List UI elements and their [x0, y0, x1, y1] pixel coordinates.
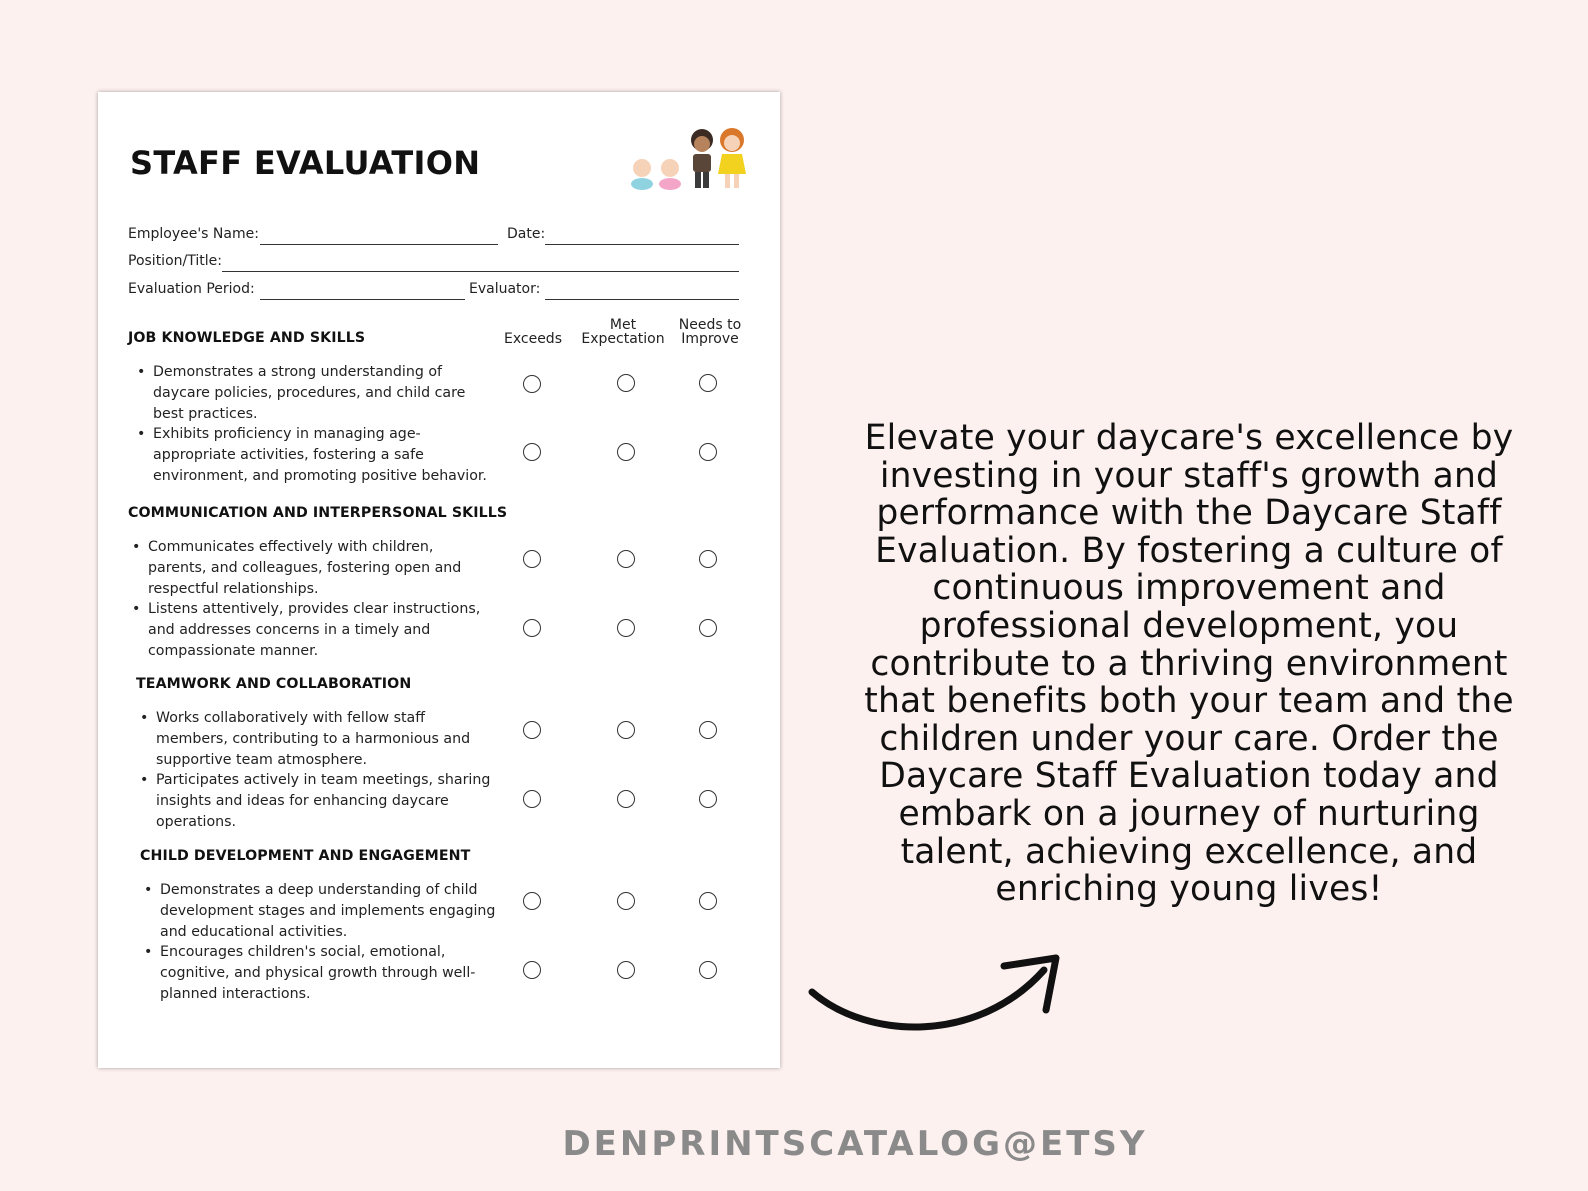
list-item: • Demonstrates a strong understanding of daycare policies, procedures, and child care best practices. [153, 362, 493, 425]
col-met-label-2: Expectation [581, 331, 665, 347]
radio-exceeds[interactable] [523, 375, 541, 393]
shop-watermark: DENPRINTSCATALOG@ETSY [562, 1124, 1148, 1164]
list-item: • Communicates effectively with children, parents, and colleagues, fostering open and respectful relationships. [148, 537, 488, 600]
list-item: • Works collaboratively with fellow staff members, contributing to a harmonious and supportive team atmosphere. [156, 708, 496, 771]
col-header-met [578, 318, 668, 346]
form-title: STAFF EVALUATION [130, 144, 481, 182]
radio-needs-improve[interactable] [699, 550, 717, 568]
list-item: • Listens attentively, provides clear instructions, and addresses concerns in a timely and compassionate manner. [148, 599, 488, 662]
list-item: • Demonstrates a deep understanding of child development stages and implements engaging and educational activities. [160, 880, 500, 943]
radio-met-expectation[interactable] [617, 443, 635, 461]
radio-needs-improve[interactable] [699, 721, 717, 739]
position-label: Position/Title: [128, 253, 222, 269]
radio-met-expectation[interactable] [617, 721, 635, 739]
evaluation-form-sheet [98, 92, 780, 1068]
date-field[interactable] [545, 244, 739, 245]
section-heading-teamwork: TEAMWORK AND COLLABORATION [136, 676, 412, 692]
radio-exceeds[interactable] [523, 961, 541, 979]
evaluator-field[interactable] [545, 299, 739, 300]
col-needs-label-2: Improve [681, 331, 739, 347]
employee-name-field[interactable] [260, 244, 498, 245]
radio-met-expectation[interactable] [617, 374, 635, 392]
promo-text: Elevate your daycare's excellence by investing in your staff's growth and performance with the Daycare Staff Evaluation. By fostering a culture of continuous improvement and professional development, you contribute to a thriving environment that benefits both your team and the children under your care. Order the Daycare Staff Evaluation today and embark on a journey of nurturing talent, achieving excellence, and enriching young lives! [864, 418, 1514, 910]
position-field[interactable] [222, 271, 739, 272]
col-met-label-1: Met [609, 317, 637, 333]
evaluator-label: Evaluator: [469, 281, 541, 297]
radio-exceeds[interactable] [523, 550, 541, 568]
curved-arrow-icon [808, 948, 1070, 1044]
evaluation-period-label: Evaluation Period: [128, 281, 255, 297]
radio-met-expectation[interactable] [617, 961, 635, 979]
list-item: • Participates actively in team meetings, sharing insights and ideas for enhancing daycare operations. [156, 770, 496, 833]
col-header-needs [670, 318, 750, 346]
col-exceeds-label: Exceeds [504, 331, 562, 347]
radio-exceeds[interactable] [523, 892, 541, 910]
section-heading-child-development: CHILD DEVELOPMENT AND ENGAGEMENT [140, 848, 471, 864]
radio-needs-improve[interactable] [699, 892, 717, 910]
radio-needs-improve[interactable] [699, 374, 717, 392]
date-label: Date: [507, 226, 546, 242]
col-header-exceeds [498, 332, 568, 346]
radio-met-expectation[interactable] [617, 892, 635, 910]
radio-needs-improve[interactable] [699, 961, 717, 979]
radio-exceeds[interactable] [523, 619, 541, 637]
col-needs-label-1: Needs to [678, 317, 742, 333]
list-item: • Encourages children's social, emotional, cognitive, and physical growth through well-planned interactions. [160, 942, 500, 1005]
section-heading-communication: COMMUNICATION AND INTERPERSONAL SKILLS [128, 505, 508, 521]
radio-needs-improve[interactable] [699, 619, 717, 637]
radio-exceeds[interactable] [523, 790, 541, 808]
evaluation-period-field[interactable] [260, 299, 465, 300]
radio-exceeds[interactable] [523, 721, 541, 739]
section-heading-job-knowledge: JOB KNOWLEDGE AND SKILLS [128, 330, 366, 346]
radio-exceeds[interactable] [523, 443, 541, 461]
radio-met-expectation[interactable] [617, 619, 635, 637]
radio-met-expectation[interactable] [617, 550, 635, 568]
employee-name-label: Employee's Name: [128, 226, 259, 242]
radio-met-expectation[interactable] [617, 790, 635, 808]
radio-needs-improve[interactable] [699, 790, 717, 808]
list-item: • Exhibits proficiency in managing age-appropriate activities, fostering a safe environment, and promoting positive behavior. [153, 424, 493, 487]
children-illustration-icon [628, 128, 750, 192]
radio-needs-improve[interactable] [699, 443, 717, 461]
